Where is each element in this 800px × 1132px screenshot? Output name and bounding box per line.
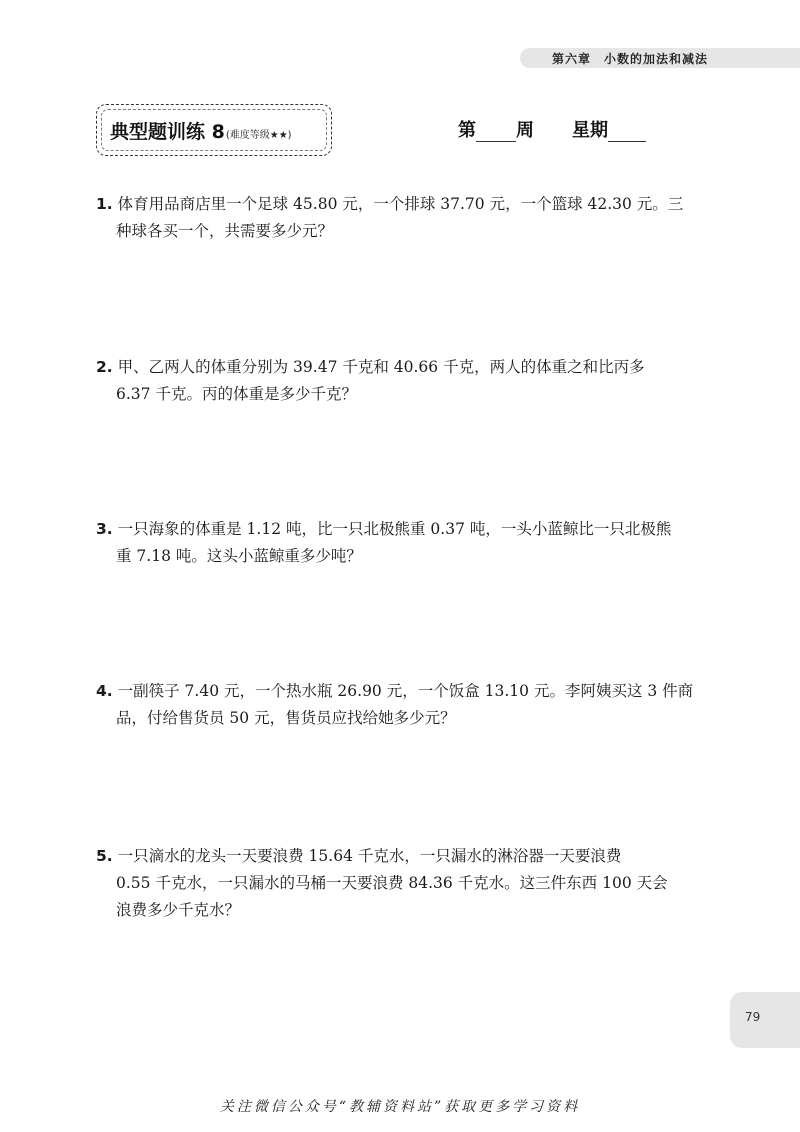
week-label: 周 [516, 120, 534, 141]
question-line: 0.55 千克水，一只漏水的马桶一天要浪费 84.36 千克水。这三件东西 100 天会 [116, 874, 668, 892]
question-1 [96, 191, 708, 245]
question-line: 3. 一只海象的体重是 1.12 吨，比一只北极熊重 0.37 吨，一头小蓝鲸比一只北极熊 [96, 520, 672, 538]
chapter-header: 第六章 小数的加法和减法 [551, 52, 708, 66]
question-number: 1. [96, 195, 113, 213]
question-line: 浪费多少千克水？ [116, 901, 241, 919]
question-number: 2. [96, 358, 113, 376]
question-line: 品，付给售货员 50 元，售货员应找给她多少元？ [116, 709, 456, 727]
question-2 [96, 354, 708, 408]
question-number: 3. [96, 520, 113, 538]
question-line: 4. 一副筷子 7.40 元，一个热水瓶 26.90 元，一个饭盒 13.10 元。李阿姨买这 3 件商 [96, 682, 694, 700]
question-line: 5. 一只滴水的龙头一天要浪费 15.64 千克水，一只漏水的淋浴器一天要浪费 [96, 847, 622, 865]
week-prefix: 第 [458, 120, 476, 141]
question-4 [96, 678, 708, 732]
question-5 [96, 843, 708, 924]
question-number: 5. [96, 847, 113, 865]
question-3 [96, 516, 708, 570]
section-title: 典型题训练 8 [110, 120, 225, 143]
question-line: 1. 体育用品商店里一个足球 45.80 元，一个排球 37.70 元，一个篮球 42.30 元。三 [96, 195, 684, 213]
week-blank[interactable] [476, 121, 516, 142]
page-number-tab [730, 992, 800, 1048]
week-day-line [458, 116, 646, 142]
title-box-inner [101, 109, 327, 151]
question-line: 2. 甲、乙两人的体重分别为 39.47 千克和 40.66 千克，两人的体重之和比丙多 [96, 358, 645, 376]
footer-note: 关注微信公众号“教辅资料站”获取更多学习资料 [219, 1099, 581, 1115]
page-number: 79 [745, 1010, 761, 1024]
question-line: 6.37 千克。丙的体重是多少千克？ [116, 385, 357, 403]
difficulty-label: (难度等级★★) [225, 129, 292, 141]
question-line: 重 7.18 吨。这头小蓝鲸重多少吨？ [116, 547, 362, 565]
title-box [96, 104, 332, 156]
day-label: 星期 [572, 120, 608, 141]
question-number: 4. [96, 682, 113, 700]
day-blank[interactable] [608, 121, 646, 142]
question-line: 种球各买一个，共需要多少元？ [116, 222, 334, 240]
